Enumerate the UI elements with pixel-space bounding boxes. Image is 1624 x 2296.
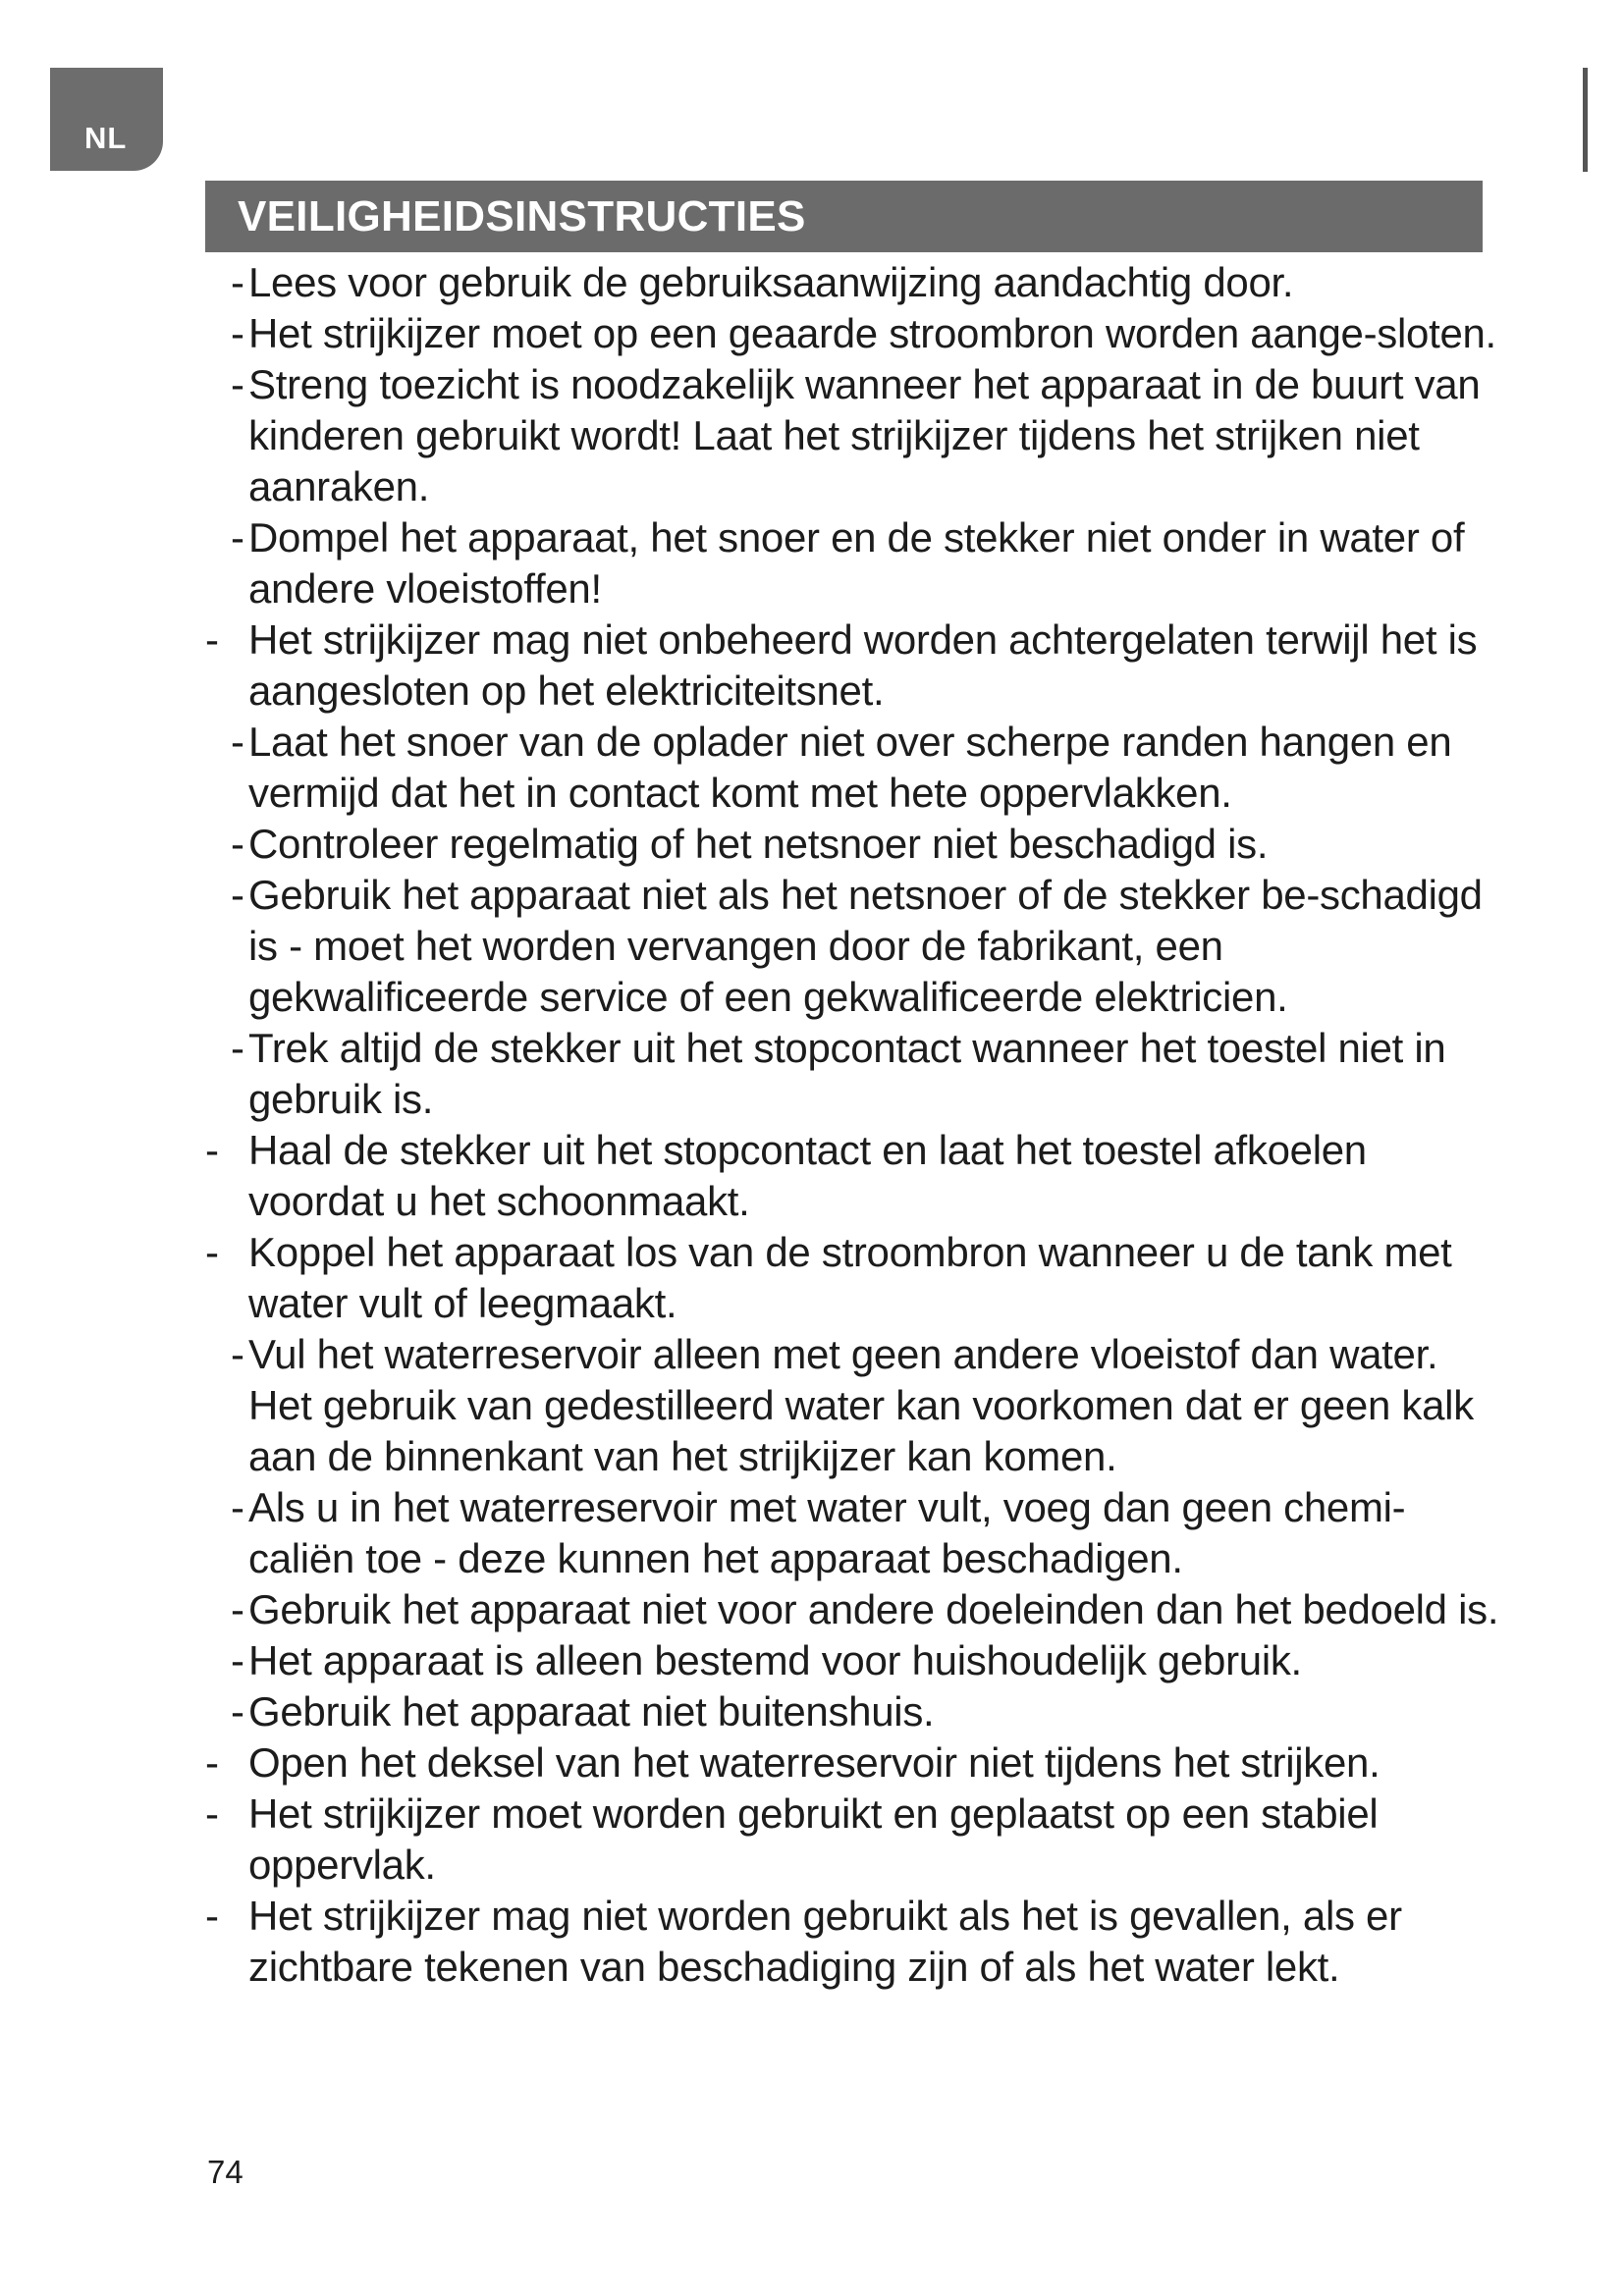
instruction-item: - Koppel het apparaat los van de stroombron wanneer u de tank met water vult of leegmaakt. xyxy=(203,1227,1509,1329)
page-edge-marker xyxy=(1583,68,1588,172)
instruction-item: - Laat het snoer van de oplader niet over scherpe randen hangen en vermijd dat het in contact komt met hete oppervlakken. xyxy=(203,717,1509,819)
language-code: NL xyxy=(84,121,128,155)
safety-instructions-list xyxy=(203,257,1509,1993)
instruction-item: - Streng toezicht is noodzakelijk wanneer het apparaat in de buurt van kinderen gebruikt wordt! Laat het strijkijzer tijdens het strijken niet aanraken. xyxy=(203,359,1509,512)
instruction-item: - Gebruik het apparaat niet buitenshuis. xyxy=(203,1686,1509,1737)
instruction-item: - Gebruik het apparaat niet als het netsnoer of de stekker be-schadigd is - moet het worden vervangen door de fabrikant, een gekwalificeerde service of een gekwalificeerde elektricien. xyxy=(203,870,1509,1023)
instruction-item: - Gebruik het apparaat niet voor andere doeleinden dan het bedoeld is. xyxy=(203,1584,1509,1635)
instruction-item: - Dompel het apparaat, het snoer en de stekker niet onder in water of andere vloeistoffen! xyxy=(203,512,1509,614)
instruction-item: - Het strijkijzer mag niet worden gebruikt als het is gevallen, als er zichtbare tekenen van beschadiging zijn of als het water lekt. xyxy=(203,1891,1509,1993)
section-heading: VEILIGHEIDSINSTRUCTIES xyxy=(205,181,1483,252)
instruction-item: - Lees voor gebruik de gebruiksaanwijzing aandachtig door. xyxy=(203,257,1509,308)
instruction-item: - Het strijkijzer moet op een geaarde stroombron worden aange-sloten. xyxy=(203,308,1509,359)
instruction-item: - Vul het waterreservoir alleen met geen andere vloeistof dan water. Het gebruik van gedestilleerd water kan voorkomen dat er geen kalk aan de binnenkant van het strijkijzer kan komen. xyxy=(203,1329,1509,1482)
instruction-item: - Haal de stekker uit het stopcontact en laat het toestel afkoelen voordat u het schoonmaakt. xyxy=(203,1125,1509,1227)
instruction-item: - Het strijkijzer mag niet onbeheerd worden achtergelaten terwijl het is aangesloten op het elektriciteitsnet. xyxy=(203,614,1509,717)
instruction-item: - Het apparaat is alleen bestemd voor huishoudelijk gebruik. xyxy=(203,1635,1509,1686)
instruction-item: - Het strijkijzer moet worden gebruikt en geplaatst op een stabiel oppervlak. xyxy=(203,1789,1509,1891)
instruction-item: - Open het deksel van het waterreservoir niet tijdens het strijken. xyxy=(203,1737,1509,1789)
instruction-item: - Als u in het waterreservoir met water vult, voeg dan geen chemi-caliën toe - deze kunnen het apparaat beschadigen. xyxy=(203,1482,1509,1584)
page-number: 74 xyxy=(207,2154,244,2190)
instruction-item: - Trek altijd de stekker uit het stopcontact wanneer het toestel niet in gebruik is. xyxy=(203,1023,1509,1125)
language-tab xyxy=(50,68,163,171)
instruction-item: - Controleer regelmatig of het netsnoer niet beschadigd is. xyxy=(203,819,1509,870)
